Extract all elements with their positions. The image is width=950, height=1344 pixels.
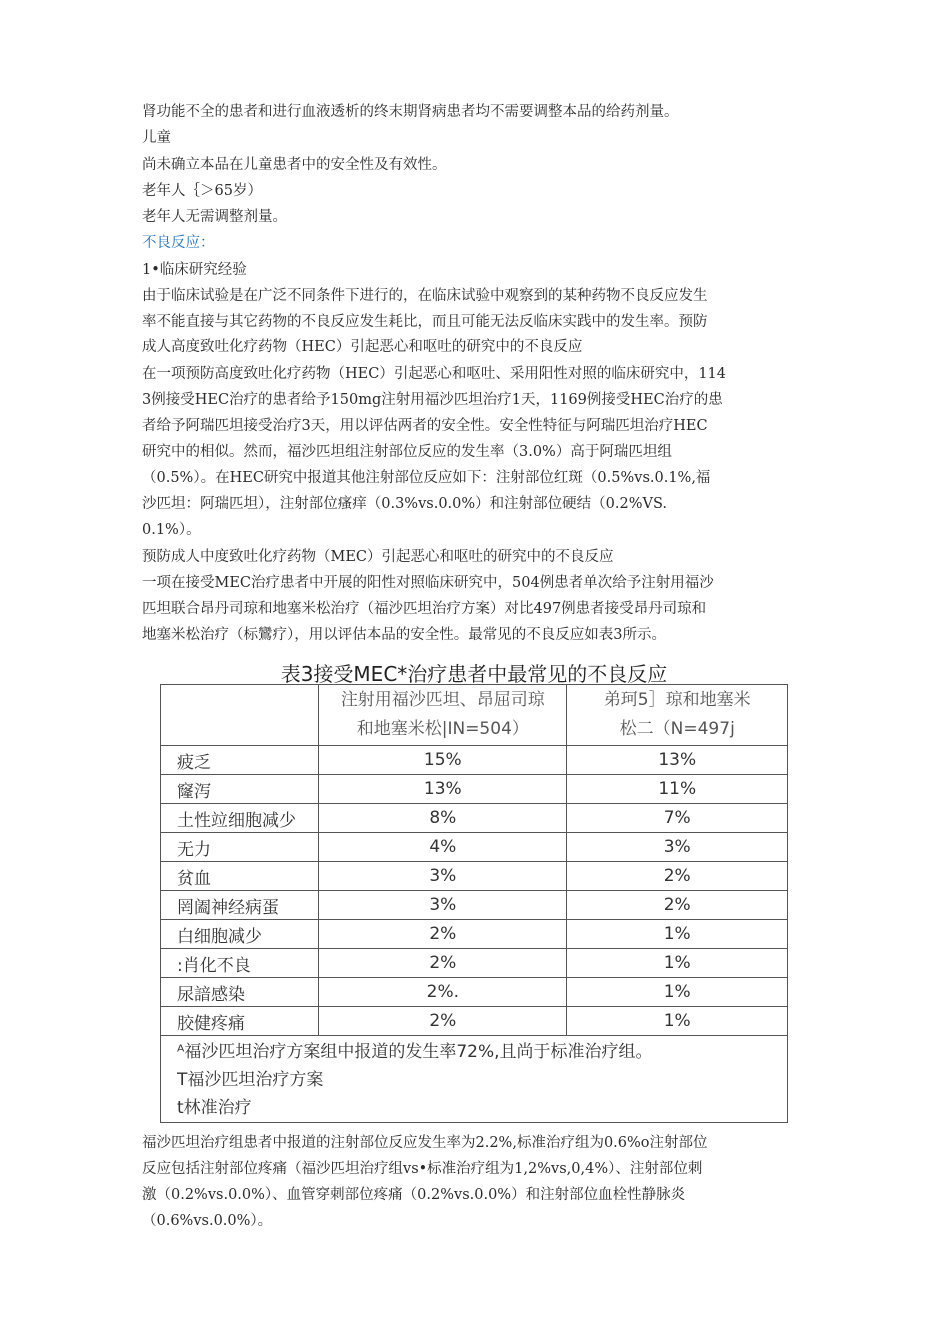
row-value-standard: 3%	[567, 833, 788, 862]
row-label: :肖化不良	[161, 949, 319, 978]
row-label: 罔阖神经病蛋	[161, 891, 319, 920]
heading-elderly: 老年人｛＞65岁）	[142, 183, 262, 199]
row-label: 土性竝细胞减少	[161, 804, 319, 833]
row-value-standard: 1%	[567, 949, 788, 978]
paragraph-line: 在一项预防高度致吐化疗药物（HEC）引起恶心和呕吐、采用阳性对照的临床研究中，114	[142, 366, 726, 382]
adverse-reactions-table	[160, 684, 788, 1123]
table-footnote-row	[161, 1036, 788, 1123]
row-value-fosaprepitant: 3%	[319, 862, 567, 891]
row-value-standard: 1%	[567, 978, 788, 1007]
row-value-standard: 13%	[567, 746, 788, 775]
header-line: 弟珂5］琼和地塞米	[603, 690, 751, 710]
paragraph-line: （0.6%vs.0.0%）。	[142, 1213, 273, 1229]
table-row	[161, 746, 788, 775]
table-row	[161, 804, 788, 833]
row-value-fosaprepitant: 2%	[319, 1007, 567, 1036]
row-label: 窿泻	[161, 775, 319, 804]
paragraph-line: 沙匹坦：阿瑞匹坦），注射部位瘙痒（0.3%vs.0.0%）和注射部位硬结（0.2%VS.	[142, 496, 667, 512]
table-title: 表3接受MEC*治疗患者中最常见的不良反应	[280, 662, 668, 686]
heading-children: 儿童	[142, 130, 171, 146]
header-line: 注射用福沙匹坦、昂屈司琼	[340, 690, 545, 710]
paragraph-line: 反应包括注射部位疼痛（福沙匹坦治疗组vs•标准治疗组为1,2%vs,0,4%）、注射部位刺	[142, 1161, 703, 1177]
paragraph-line: 3例接受HEC治疗的患者给予150mg注射用福沙匹坦治疗1天，1169例接受HEC治疗的患	[142, 392, 723, 408]
table-row	[161, 978, 788, 1007]
row-value-standard: 1%	[567, 1007, 788, 1036]
paragraph-line: 率不能直接与其它药物的不良反应发生耗比，而且可能无法反临床实践中的发生率。预防	[142, 314, 708, 330]
table-row	[161, 775, 788, 804]
table-row	[161, 833, 788, 862]
paragraph-line: 地塞米松治疗（标鸞疗），用以评估本品的安全性。最常见的不良反应如表3所示。	[142, 627, 666, 643]
row-value-fosaprepitant: 15%	[319, 746, 567, 775]
row-value-fosaprepitant: 2%.	[319, 978, 567, 1007]
paragraph-children: 尚未确立本品在儿童患者中的安全性及有效性。	[142, 157, 447, 173]
paragraph-line: 一项在接受MEC治疗患者中开展的阳性对照临床研究中，504例患者单次给予注射用福沙	[142, 575, 714, 591]
paragraph-line: 激（0.2%vs.0.0%）、血管穿刺部位疼痛（0.2%vs.0.0%）和注射部位血栓性静脉炎	[142, 1187, 686, 1203]
row-label: 胶健疼痛	[161, 1007, 319, 1036]
paragraph-line: 匹坦联合昂丹司琼和地塞米松治疗（福沙匹坦治疗方案）对比497例患者接受昂丹司琼和	[142, 601, 707, 617]
header-fosaprepitant	[319, 685, 567, 746]
footnote: T福沙匹坦治疗方案	[177, 1070, 324, 1090]
header-empty-cell	[161, 685, 319, 746]
row-label: 白细胞减少	[161, 920, 319, 949]
header-line: 和地塞米松|IN=504）	[356, 719, 529, 739]
row-value-standard: 7%	[567, 804, 788, 833]
table-row	[161, 920, 788, 949]
row-value-standard: 2%	[567, 891, 788, 920]
heading-clinical-experience: 1•临床研究经验	[142, 262, 247, 278]
table-footnotes	[161, 1036, 788, 1123]
row-value-fosaprepitant: 2%	[319, 949, 567, 978]
paragraph-line: 成人高度致吐化疗药物（HEC）引起恶心和呕吐的研究中的不良反应	[142, 339, 583, 355]
paragraph-line: （0.5%）。在HEC研究中报道其他注射部位反应如下：注射部位红斑（0.5%vs.0.1%,福	[142, 470, 711, 486]
table-header-row	[161, 685, 788, 746]
paragraph-line: 由于临床试验是在广泛不同条件下进行的，在临床试验中观察到的某种药物不良反应发生	[142, 288, 708, 304]
paragraph-renal: 肾功能不全的患者和进行血液透析的终末期肾病患者均不需要调整本品的给药剂量。	[142, 104, 679, 120]
table-row	[161, 862, 788, 891]
header-standard	[567, 685, 788, 746]
row-label: 尿諳感染	[161, 978, 319, 1007]
paragraph-line: 预防成人中度致吐化疗药物（MEC）引起恶心和呕吐的研究中的不良反应	[142, 549, 614, 565]
table-row	[161, 1007, 788, 1036]
paragraph-line: 研究中的相似。然而，福沙匹坦组注射部位反应的发生率（3.0%）高于阿瑞匹坦组	[142, 444, 672, 460]
heading-adverse-reactions: 不良反应：	[142, 235, 215, 251]
row-value-fosaprepitant: 2%	[319, 920, 567, 949]
table-row	[161, 891, 788, 920]
paragraph-line: 福沙匹坦治疗组患者中报道的注射部位反应发生率为2.2%,标准治疗组为0.6%o注射部位	[142, 1135, 708, 1151]
row-label: 贫血	[161, 862, 319, 891]
paragraph-elderly: 老年人无需调整剂量。	[142, 209, 287, 225]
table-row	[161, 949, 788, 978]
row-value-fosaprepitant: 8%	[319, 804, 567, 833]
row-value-fosaprepitant: 3%	[319, 891, 567, 920]
row-value-standard: 11%	[567, 775, 788, 804]
header-line: 松二（N=497j	[619, 719, 735, 739]
paragraph-line: 0.1%）。	[142, 522, 201, 538]
row-value-standard: 2%	[567, 862, 788, 891]
row-value-fosaprepitant: 13%	[319, 775, 567, 804]
footnote: t林准治疗	[177, 1098, 252, 1118]
paragraph-line: 者给予阿瑞匹坦接受治疗3天，用以评估两者的安全性。安全性特征与阿瑞匹坦治疗HEC	[142, 418, 708, 434]
footnote: ᴬ福沙匹坦治疗方案组中报道的发生率72%,且尚于标准治疗组。	[177, 1042, 653, 1062]
row-label: 无力	[161, 833, 319, 862]
row-value-fosaprepitant: 4%	[319, 833, 567, 862]
row-value-standard: 1%	[567, 920, 788, 949]
row-label: 疲乏	[161, 746, 319, 775]
